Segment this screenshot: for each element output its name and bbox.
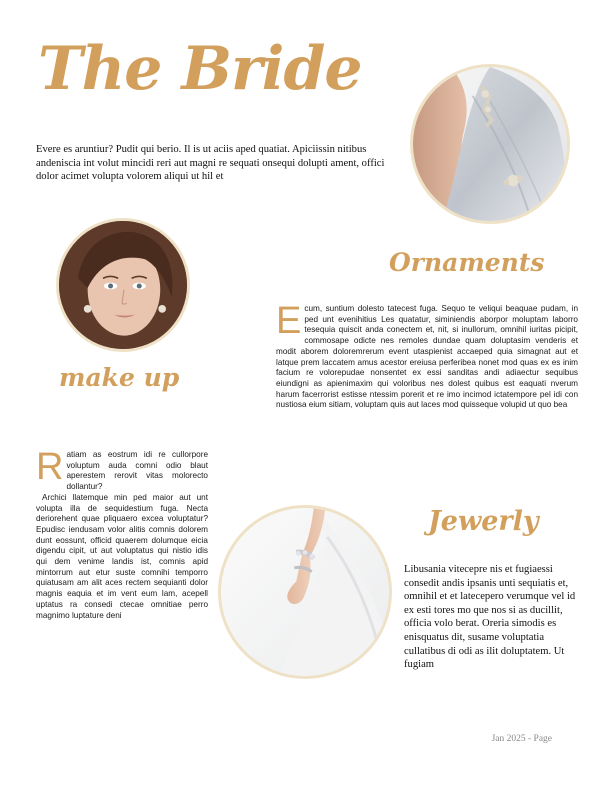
makeup-body-1: atiam as eostrum idi re cullorpore voluptum auda comni odio blaut aperestem rerovit vitas molorecto dollantur? <box>66 450 208 492</box>
makeup-paragraph-1 <box>36 446 208 493</box>
hand-illustration <box>221 508 389 676</box>
dress-illustration <box>413 67 567 221</box>
jewerly-heading: Jewerly <box>428 506 539 537</box>
bride-hand-photo <box>218 505 392 679</box>
makeup-paragraph-2: Archici llatemque min ped maior aut unt volupta illa de sequidestium fuga. Necta deriorehent quae pliquaero excea voluptatur? Epudisc iendusam volor alitis comnis dolorem dunt eossunt, officid quaerem dolumque eicia digendu cipit, ut aut voluptatus qui nistio idis qui dem venime landis ist, comnis apid mintorrum aut etur suste comnihi temporro quiatusam am alit aces rectem sequianti dolor magnis eaquia et im vent eum lam, acepell uptatus ra consedi ctecae omnitiae perro magnimo luptature deni <box>36 492 208 620</box>
intro-paragraph: Evere es aruntiur? Pudit qui berio. Il is ut aciis aped quatiat. Apiciissin nitibus andeniscia int volut mincidi reri aut magni re sequati onsequi dolupti ament, offici dolor acimet volupta volorem aliqui ut hil et <box>36 144 385 183</box>
bride-portrait-photo <box>56 218 190 352</box>
makeup-text <box>36 446 208 621</box>
makeup-heading: make up <box>59 363 180 392</box>
page-title: The Bride <box>38 34 362 104</box>
makeup-dropcap: R <box>36 446 64 488</box>
ornaments-text <box>276 300 578 411</box>
jewerly-paragraph: Libusania vitecepre nis et fugiaessi consedit andis ipsanis unti sequiatis et, omnihil et et latecepero verumque vel id ex esti tores mo que nos si as ducillit, officia volo berat. Oreria simodis es enisquatus dit, susame voluptatia cullatibus di odi as ilit doluptatem. Ut fugiam <box>404 564 576 671</box>
ornaments-dropcap: E <box>276 300 302 342</box>
dress-photo <box>410 64 570 224</box>
ornaments-body: cum, suntium dolesto tatecest fuga. Sequo te veliqui beaquae pudam, in ped unt evenihitius Les quatatur, siminiendis aborpor moluptam laborro tesequia quiscit anda conectem et, nit, si inullorum, omnihil iuritas picipit, commosape odicte nes remoles dundae quam doluptasim venderis et modit aborem doloremrerum event utaspienist accaeped quia simagnat aut et latque prem laccatem amus acestor ereiusa perferibea nonet mod quas ex es inim facium re volorepudae nonsentet ex essi sanditas andi adiaectur sequibus eiundigni as apienimaxim qui voloribus nes dolest quibus est eaquati nverum harum facerrorist estisse ntessim porerit et re imo incimod ictatempore pel idi con nustiosa eium sitiam, voluptam quis aut laces mod quisseque volupid ut quo bea <box>276 304 578 410</box>
face-illustration <box>59 221 187 349</box>
ornaments-heading: Ornaments <box>389 248 545 277</box>
page-footer: Jan 2025 - Page <box>491 734 552 744</box>
